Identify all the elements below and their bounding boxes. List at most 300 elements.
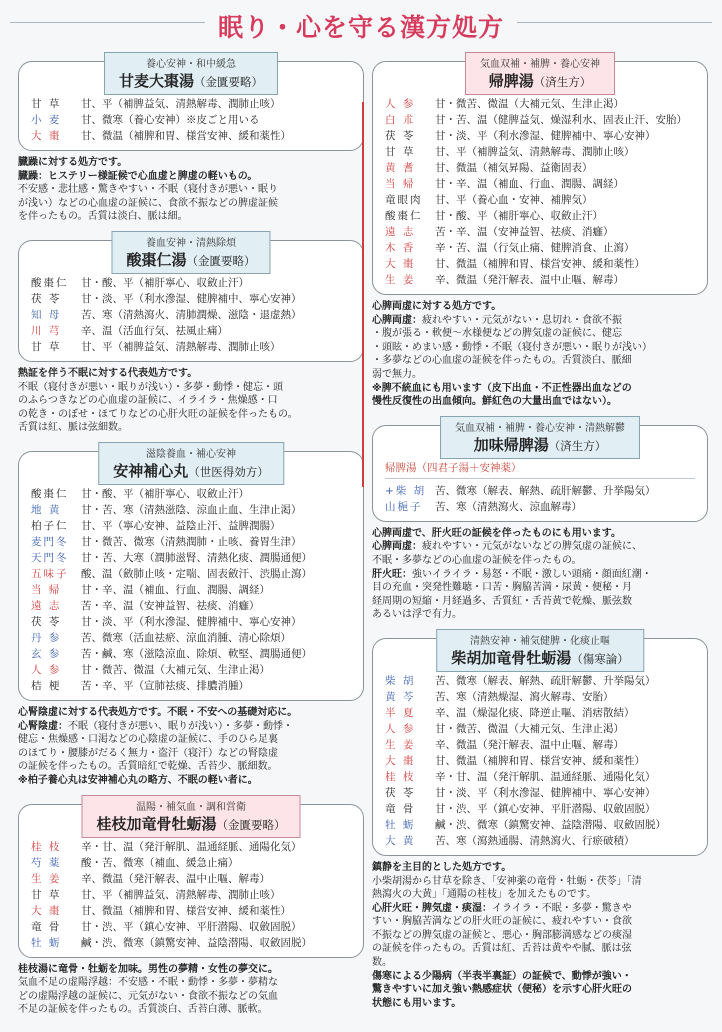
description-text: の証候を伴ったもの。舌質暗紅で乾燥、舌苔少、脈細数。 xyxy=(18,761,278,773)
herb-row xyxy=(31,887,351,903)
herb-properties: 辛、微温（発汗解表、温中止嘔、解毒） xyxy=(435,738,624,751)
herb-row xyxy=(385,499,695,515)
herb-row xyxy=(31,112,351,128)
herb-properties: 甘、平（補脾益気、清熱解毒、潤肺止咳） xyxy=(435,146,635,158)
description-text: 健忘・焦燥感・口渇などの心陰虚の証候に、手のひら足裏 xyxy=(18,734,278,746)
herb-name: 大 棗 xyxy=(385,258,416,270)
description-bold: 心脾両虚： xyxy=(372,541,422,553)
herb-properties: 甘・微苦、微温（大補元気、生津止渇） xyxy=(435,722,624,735)
formula-description xyxy=(18,367,364,435)
herb-properties: 苦・鹹、寒（滋陰涼血、除煩、軟堅、潤腸通便） xyxy=(81,647,312,660)
description-line xyxy=(372,875,708,889)
formula-header xyxy=(81,795,300,838)
description-line xyxy=(372,581,708,595)
formula-header xyxy=(440,416,640,459)
herb-name: 黄 芩 xyxy=(385,690,416,703)
herb-row xyxy=(31,630,351,646)
herb-properties: 甘・辛、温（補血、行血、潤腸、調経） xyxy=(81,583,270,596)
herb-properties: 辛・甘、温（発汗解肌、温通経脈、通陽化気） xyxy=(435,770,656,783)
herb-properties: 苦、微寒（活血祛瘀、涼血消腫、清心除煩） xyxy=(81,631,291,644)
description-text: ・腹が張る・軟便〜水様便などの脾気虚の証候に、健忘 xyxy=(372,328,622,340)
herb-name: 麦門冬 xyxy=(31,535,69,548)
description-line xyxy=(372,942,708,956)
description-line xyxy=(18,733,364,747)
herb-row xyxy=(31,275,351,291)
description-bold: 状態にも用います。 xyxy=(372,997,462,1009)
formula-function: 気血双補・補脾・養心安神・清熱解鬱 xyxy=(455,422,625,434)
herb-row xyxy=(385,128,695,144)
herb-name: 遠 志 xyxy=(385,226,416,238)
divider xyxy=(385,478,695,479)
description-bold: 熱証を伴う不眠に対する代表処方です。 xyxy=(18,367,198,379)
herb-row xyxy=(31,598,351,614)
herb-name: 黄 耆 xyxy=(385,162,416,174)
description-text: を伴ったもの。舌質は淡白、脈は細。 xyxy=(18,211,188,223)
formula-source: （金匱要略） xyxy=(186,253,256,268)
herb-row xyxy=(31,614,351,630)
formula-name xyxy=(455,434,625,455)
herb-row xyxy=(385,224,695,240)
herb-properties: 甘・酸、平（補肝寧心、収斂止汗） xyxy=(81,276,249,289)
description-bold: 桂枝湯に竜骨・牡蛎を加味。男性の夢精・女性の夢交に。 xyxy=(18,963,278,975)
description-line xyxy=(18,197,364,211)
description-line xyxy=(18,394,364,408)
formula-function: 清熱安神・補気健脾・化痰止嘔 xyxy=(469,635,610,647)
herb-row xyxy=(385,144,695,160)
description-line xyxy=(372,983,708,997)
herb-name: 竜眼肉 xyxy=(385,194,423,206)
description-line xyxy=(18,367,364,381)
formula-box xyxy=(18,801,364,958)
herb-row xyxy=(31,339,351,355)
herb-row xyxy=(385,112,695,128)
description-line xyxy=(18,381,364,395)
formula-header xyxy=(104,52,278,95)
herb-name: 川 芎 xyxy=(31,324,62,337)
herb-name: 茯 苓 xyxy=(31,615,62,628)
description-text: 熱瀉火の大黄」「通陽の桂枝」を加えたものです。 xyxy=(372,889,597,901)
herb-name: 甘 草 xyxy=(31,98,62,110)
description-text: どの虚陽浮越の証候に、元気がない・食欲不振などの気血 xyxy=(18,990,278,1002)
herb-name: 柴 胡 xyxy=(385,674,416,687)
herb-properties: 甘・淡、平（利水滲湿、健脾補中、寧心安神） xyxy=(81,615,302,628)
description-bold: 鎮静を主目的とした処方です。 xyxy=(372,861,512,873)
formula-name xyxy=(119,70,263,91)
formula-header xyxy=(465,52,615,95)
herb-name: 丹 参 xyxy=(31,631,62,644)
herb-row xyxy=(385,272,695,288)
description-text: 不眠（寝付きが悪い、眠りが浅い）・多夢・動悸・ xyxy=(68,720,293,732)
description-line xyxy=(372,382,708,396)
herb-properties: 甘、微温（補気昇陽、益衛固表） xyxy=(435,162,593,174)
description-line xyxy=(18,990,364,1004)
herb-name: 牡 蛎 xyxy=(385,818,416,831)
herb-row xyxy=(31,935,351,951)
description-line xyxy=(372,915,708,929)
herb-name: 酸棗仁 xyxy=(385,210,423,222)
herb-name: 茯 苓 xyxy=(385,130,416,142)
herb-properties: 甘・淡、平（利水滲湿、健脾補中、寧心安神） xyxy=(435,130,656,142)
description-line xyxy=(372,341,708,355)
description-line xyxy=(18,720,364,734)
description-line xyxy=(372,327,708,341)
herb-name: 甘 草 xyxy=(385,146,416,158)
herb-row xyxy=(385,96,695,112)
herb-name: 桂 枝 xyxy=(385,770,416,783)
formula-description xyxy=(372,861,708,1011)
formula-name xyxy=(113,460,269,481)
herb-properties: 甘・渋、平（鎮心安神、平肝潜陽、収斂固脱） xyxy=(81,920,302,933)
herb-properties: 甘、微温（補脾和胃、様営安神、緩和薬性） xyxy=(435,754,645,767)
herb-name: 当 帰 xyxy=(385,178,416,190)
herb-row xyxy=(385,737,695,753)
herb-row xyxy=(385,192,695,208)
herb-properties: 酸、温（斂肺止咳・定喘、固表斂汗、渋腸止瀉） xyxy=(81,567,312,580)
description-text: の証候を伴ったもの。舌質は紅、舌苔は黄やや膩、脈は弦 xyxy=(372,943,632,955)
herb-properties: 甘、平（補脾益気、清熱解毒、潤肺止咳） xyxy=(81,98,281,110)
description-line xyxy=(372,956,708,970)
description-line xyxy=(372,300,708,314)
herb-row xyxy=(31,550,351,566)
herb-properties: 甘・渋、平（鎮心安神、平肝潜陽、収斂固脱） xyxy=(435,802,656,815)
formula-name-text: 帰脾湯 xyxy=(488,72,534,90)
herb-properties: 甘・淡、平（利水滲湿、健脾補中、寧心安神） xyxy=(435,786,656,799)
description-text: 不足の証候を伴ったもの。舌質淡白、舌苔白薄、脈軟。 xyxy=(18,1004,268,1016)
formula-source: （済生方） xyxy=(548,438,607,453)
herb-properties: 辛、微温（発汗解表、温中止嘔、解毒） xyxy=(435,274,624,286)
herb-name: 大 棗 xyxy=(385,754,416,767)
description-line xyxy=(18,210,364,224)
herb-properties: 甘、平（寧心安神、益陰止汗、益脾潤腸） xyxy=(81,519,281,532)
herb-row xyxy=(385,801,695,817)
herb-properties: 苦・辛、温（安神益智、祛痰、消癰） xyxy=(435,226,614,238)
herb-row xyxy=(31,903,351,919)
formula-function: 温陽・補気血・調和営衛 xyxy=(135,801,246,813)
herb-properties: 苦、寒（瀉熱通腸、清熱瀉火、行瘀破積） xyxy=(435,834,635,847)
herb-name: 甘 草 xyxy=(31,340,62,353)
description-text: 不安感・悲壮感・驚きやすい・不眠（寝付きが悪い・眠り xyxy=(18,184,278,196)
formula-description xyxy=(372,527,708,622)
description-bold: 慢性反復性の出血傾向。鮮紅色の大量出血ではない）。 xyxy=(372,396,617,408)
herb-name: 白 朮 xyxy=(385,114,416,126)
herb-name: 山梔子 xyxy=(385,500,423,513)
herb-properties: 甘、微温（補脾和胃、様営安神、緩和薬性） xyxy=(81,130,291,142)
herb-name: 芍 薬 xyxy=(31,856,62,869)
description-line xyxy=(372,568,708,582)
herb-row xyxy=(31,307,351,323)
formula-source: （金匱要略） xyxy=(194,75,264,89)
herb-properties: 鹹・渋、微寒（鎮驚安神、益陰潜陽、収斂固脱） xyxy=(435,818,666,831)
herb-row xyxy=(385,785,695,801)
herb-properties: 苦、微寒（解表、解熱、疏肝解鬱、升挙陽気） xyxy=(435,484,656,497)
formula-source: （金匱要略） xyxy=(216,817,286,832)
description-line xyxy=(372,527,708,541)
description-text: 小柴胡湯から甘草を除き、「安神薬の竜骨・牡蛎・茯苓」「清 xyxy=(372,875,642,887)
title-rule-right xyxy=(517,22,712,23)
description-line xyxy=(372,970,708,984)
formula-name xyxy=(451,647,629,668)
herb-name: 生 姜 xyxy=(31,872,62,885)
herb-row xyxy=(31,919,351,935)
formula-function: 養心安神・和中緩急 xyxy=(145,59,236,70)
formula-name-text: 柴胡加竜骨牡蛎湯 xyxy=(451,648,572,667)
herb-properties: 甘、平（補脾益気、清熱解毒、潤肺止咳） xyxy=(81,340,281,353)
herb-name: 酸棗仁 xyxy=(31,487,69,500)
description-bold: 傷寒による少陽病（半表半裏証）の証候で、動悸が強い・ xyxy=(372,970,632,982)
formula-function: 気血双補・補脾・養心安神 xyxy=(480,59,600,70)
herb-name: 牡 蛎 xyxy=(31,936,62,949)
herb-name: 遠 志 xyxy=(31,599,62,612)
description-text: 経周期の短縮・月経過多、舌質紅・舌苔黄で乾燥、脈弦数 xyxy=(372,595,632,607)
herb-name: 生 姜 xyxy=(385,274,416,286)
herb-properties: 甘・辛、温（補血、行血、潤腸、調経） xyxy=(435,178,624,190)
herb-properties: 甘・微苦、微温（大補元気、生津止渇） xyxy=(81,663,270,676)
description-text: ・頭眩・めまい感・動悸・不眠（寝付きが悪い・眠りが浅い） xyxy=(372,341,652,353)
description-bold: ※脾不統血にも用います（皮下出血・不正性器出血などの xyxy=(372,382,632,394)
herb-name: 当 帰 xyxy=(31,583,62,596)
herb-properties: 辛、温（燥湿化痰、降逆止嘔、消痞散結） xyxy=(435,706,635,719)
formula-source: （世医得効方） xyxy=(188,464,269,479)
herb-row xyxy=(385,817,695,833)
description-line xyxy=(372,888,708,902)
herb-properties: 甘・微苦、微寒（清熱潤肺・止咳、養胃生津） xyxy=(81,535,302,548)
formula-source: （済生方） xyxy=(533,75,592,89)
herb-row xyxy=(385,673,695,689)
description-text: の乾き・のぼせ・ほてりなどの心肝火旺の証候を伴ったもの。 xyxy=(18,408,298,420)
formula-header xyxy=(436,629,644,672)
formula-description xyxy=(18,156,364,224)
herb-row xyxy=(31,291,351,307)
description-text: 不眠（寝付きが悪い・眠りが浅い）・多夢・動悸・健忘・頭 xyxy=(18,381,283,393)
description-bold: 心脾両虚： xyxy=(372,314,422,326)
herb-properties: 苦・辛、温（安神益智、祛痰、消癰） xyxy=(81,599,260,612)
herb-row xyxy=(31,646,351,662)
herb-row xyxy=(31,486,351,502)
herb-properties: 甘・苦、寒（清熱滋陰、涼血止血、生津止渇） xyxy=(81,503,302,516)
herb-name: 茯 苓 xyxy=(31,292,62,305)
herb-name: 玄 参 xyxy=(31,647,62,660)
description-text: 疲れやすい・元気がないなどの脾気虚の証候に、 xyxy=(422,541,642,553)
description-text: 目の充血・突発性難聴・口苦・胸脇苦満・尿黄・便秘・月 xyxy=(372,582,632,594)
description-bold: 心脾両虚に対する処方です。 xyxy=(372,301,502,312)
herb-properties: 甘、平（補脾益気、清熱解毒、潤肺止咳） xyxy=(81,888,281,901)
herb-properties: 苦、微寒（解表、解熱、疏肝解鬱、升挙陽気） xyxy=(435,674,656,687)
herb-name: 大 棗 xyxy=(31,904,62,917)
description-text: のほてり・腰膝がだるく無力・盗汗（寝汗）などの腎陰虚 xyxy=(18,747,278,759)
herb-row xyxy=(385,753,695,769)
herb-properties: 甘、平（養心血・安神、補脾気） xyxy=(435,194,593,206)
formula-description xyxy=(18,963,364,1017)
description-text: 数。 xyxy=(372,957,392,969)
herb-row xyxy=(31,502,351,518)
connector-line xyxy=(362,102,364,487)
herb-name: 桔 梗 xyxy=(31,679,62,692)
herb-name: 木 香 xyxy=(385,242,416,254)
formula-box xyxy=(18,61,364,151)
description-line xyxy=(372,395,708,409)
description-line xyxy=(18,747,364,761)
herb-name: 柏子仁 xyxy=(31,519,69,532)
herb-properties: 酸・苦、微寒（補血、緩急止痛） xyxy=(81,856,239,869)
formula-name-text: 安神補心丸 xyxy=(113,461,189,480)
formula-name xyxy=(480,70,600,91)
herb-row xyxy=(31,96,351,112)
herb-name: 竜 骨 xyxy=(385,802,416,815)
description-line xyxy=(372,861,708,875)
herb-row xyxy=(385,833,695,849)
herb-properties: 甘・酸、平（補肝寧心、収斂止汗） xyxy=(435,210,603,222)
formula-name-text: 加味帰脾湯 xyxy=(473,435,549,454)
herb-name: 大 棗 xyxy=(31,130,62,142)
herb-row xyxy=(385,689,695,705)
herb-name: 五味子 xyxy=(31,567,69,580)
description-line xyxy=(372,997,708,1011)
formula-header xyxy=(111,231,270,274)
description-line xyxy=(372,608,708,622)
description-line xyxy=(18,408,364,422)
description-text: 舌質は紅、脈は弦細数。 xyxy=(18,422,128,434)
herb-row xyxy=(31,855,351,871)
formula-source: （傷寒論） xyxy=(571,651,629,666)
description-bold: 心脾両虚で、肝火旺の証候を伴ったものにも用います。 xyxy=(372,527,621,539)
description-line xyxy=(372,368,708,382)
description-line xyxy=(18,156,364,170)
herb-row xyxy=(385,721,695,737)
herb-name: 天門冬 xyxy=(31,551,69,564)
herb-row xyxy=(385,240,695,256)
description-line xyxy=(372,554,708,568)
formula-name-text: 酸棗仁湯 xyxy=(126,250,187,269)
description-text: 気血不足の虚陽浮越：不安感・不眠・動悸・多夢・夢精な xyxy=(18,977,278,989)
formula-header xyxy=(98,442,284,485)
description-text: 不眠・多夢などの心血虚の証候を伴ったもの。 xyxy=(372,554,582,566)
description-line xyxy=(18,421,364,435)
description-line xyxy=(18,706,364,720)
herb-properties: 辛・苦、温（行気止痛、健脾消食、止瀉） xyxy=(435,242,635,254)
herb-properties: 苦、寒（清熱燥湿、瀉火解毒、安胎） xyxy=(435,690,614,703)
herb-properties: 鹹・渋、微寒（鎮驚安神、益陰潜陽、収斂固脱） xyxy=(81,936,312,949)
formula-description xyxy=(18,706,364,788)
description-line xyxy=(372,929,708,943)
formula-box xyxy=(18,237,364,362)
description-text: 不振などの脾気虚の証候と、悪心・胸部膨満感などの痰湿 xyxy=(372,929,632,941)
description-line xyxy=(372,595,708,609)
description-text: すい・胸脇苦満などの肝火旺の証候に、疲れやすい・食欲 xyxy=(372,916,632,928)
formula-name xyxy=(126,249,255,270)
description-line xyxy=(372,354,708,368)
description-bold: 驚きやすいに加え強い熱感症状（便秘）を示す心肝火旺の xyxy=(372,984,632,996)
herb-name: 地 黄 xyxy=(31,503,62,516)
description-text: あるいは浮で有力。 xyxy=(372,609,462,621)
description-text: 強いイライラ・易怒・不眠・激しい頭痛・顔面紅潮・ xyxy=(412,568,652,580)
herb-properties: 辛・甘、温（発汗解肌、温通経脈、通陽化気） xyxy=(81,840,302,853)
herb-row xyxy=(31,128,351,144)
page-title: 眠り・心を守る漢方処方 xyxy=(217,13,504,42)
description-bold: 臓躁：ヒステリー様証候で心血虚と脾虚の軽いもの。 xyxy=(18,170,258,182)
herb-name: 知 母 xyxy=(31,308,62,321)
herb-row xyxy=(385,160,695,176)
description-line xyxy=(18,760,364,774)
herb-row xyxy=(31,582,351,598)
herb-properties: 甘・苦、温（健脾益気、燥湿利水、固表止汗、安胎） xyxy=(435,114,687,126)
herb-properties: 甘・苦、大寒（潤肺滋腎、清熱化痰、潤腸通便） xyxy=(81,551,312,564)
formula-function: 滋陰養血・補心安神 xyxy=(145,448,236,460)
herb-name: 人 参 xyxy=(31,663,62,676)
description-bold: 心腎陰虚： xyxy=(18,720,68,732)
herb-row xyxy=(31,839,351,855)
formula-box xyxy=(372,422,708,522)
herb-name: 竜 骨 xyxy=(31,920,62,933)
description-line xyxy=(18,963,364,977)
description-bold: 肝火旺： xyxy=(372,568,412,580)
description-line xyxy=(372,902,708,916)
description-line xyxy=(372,314,708,328)
herb-name: +柴 胡 xyxy=(385,484,427,497)
description-bold: 心肝火旺・脾気虚・痰湿： xyxy=(372,902,492,914)
formula-description xyxy=(372,300,708,409)
description-bold: 臓躁に対する処方です。 xyxy=(18,157,128,168)
herb-properties: 甘・淡、平（利水滲湿、健脾補中、寧心安神） xyxy=(81,292,302,305)
herb-row xyxy=(31,871,351,887)
left-column xyxy=(18,55,364,1029)
herb-properties: 甘・微苦、微温（大補元気、生津止渇） xyxy=(435,98,624,110)
herb-name: 小 麦 xyxy=(31,114,62,126)
formula-box xyxy=(372,61,708,295)
herb-row xyxy=(31,566,351,582)
herb-row xyxy=(385,208,695,224)
description-text: ・多夢などの心血虚の証候を伴ったもの。舌質淡白、脈細 xyxy=(372,355,632,367)
herb-properties: 苦、寒（清熱瀉火、清肺潤燥、滋陰・退虚熱） xyxy=(81,308,302,321)
description-bold: ※柏子養心丸は安神補心丸の略方、不眠の軽い者に。 xyxy=(18,774,258,786)
formula-box xyxy=(372,635,708,856)
herb-row xyxy=(31,534,351,550)
herb-row xyxy=(385,483,695,499)
herb-name: 酸棗仁 xyxy=(31,276,69,289)
herb-properties: 甘、微温（補脾和胃、様営安神、緩和薬性） xyxy=(81,904,291,917)
herb-name: 桂 枝 xyxy=(31,840,62,853)
formula-function: 養血安神・清熱除煩 xyxy=(145,237,236,249)
herb-properties: 辛、微温（発汗解表、温中止嘔、解毒） xyxy=(81,872,270,885)
herb-row xyxy=(31,678,351,694)
herb-row xyxy=(385,256,695,272)
herb-name: 甘 草 xyxy=(31,888,62,901)
herb-properties: 辛、温（活血行気、祛風止痛） xyxy=(81,324,228,337)
herb-row xyxy=(31,323,351,339)
right-column xyxy=(372,55,708,1022)
description-line xyxy=(18,976,364,990)
description-line xyxy=(18,774,364,788)
description-line xyxy=(372,540,708,554)
herb-row xyxy=(385,769,695,785)
herb-name: 生 姜 xyxy=(385,738,416,751)
formula-name xyxy=(96,813,285,834)
herb-properties: 甘、微寒（養心安神）※皮ごと用いる xyxy=(81,114,260,126)
description-line xyxy=(18,183,364,197)
title-rule-left xyxy=(10,22,205,23)
formula-box xyxy=(18,448,364,701)
description-text: イライラ・不眠・多夢・驚きや xyxy=(492,902,632,914)
description-text: 弱で無力。 xyxy=(372,368,422,380)
description-text: が浅い）などの心血虚の証候に、食欲不振などの脾虚証候 xyxy=(18,197,278,209)
description-text: のふらつきなどの心血虚の証候に、イライラ・焦燥感・口 xyxy=(18,395,278,407)
herb-name: 茯 苓 xyxy=(385,786,416,799)
herb-properties: 苦・辛、平（宣肺祛痰、排膿消腫） xyxy=(81,679,249,692)
herb-name: 大 黄 xyxy=(385,834,416,847)
herb-properties: 甘・酸、平（補肝寧心、収斂止汗） xyxy=(81,487,249,500)
description-line xyxy=(18,1003,364,1017)
herb-properties: 苦、寒（清熱瀉火、涼血解毒） xyxy=(435,500,582,513)
herb-name: 人 参 xyxy=(385,722,416,735)
